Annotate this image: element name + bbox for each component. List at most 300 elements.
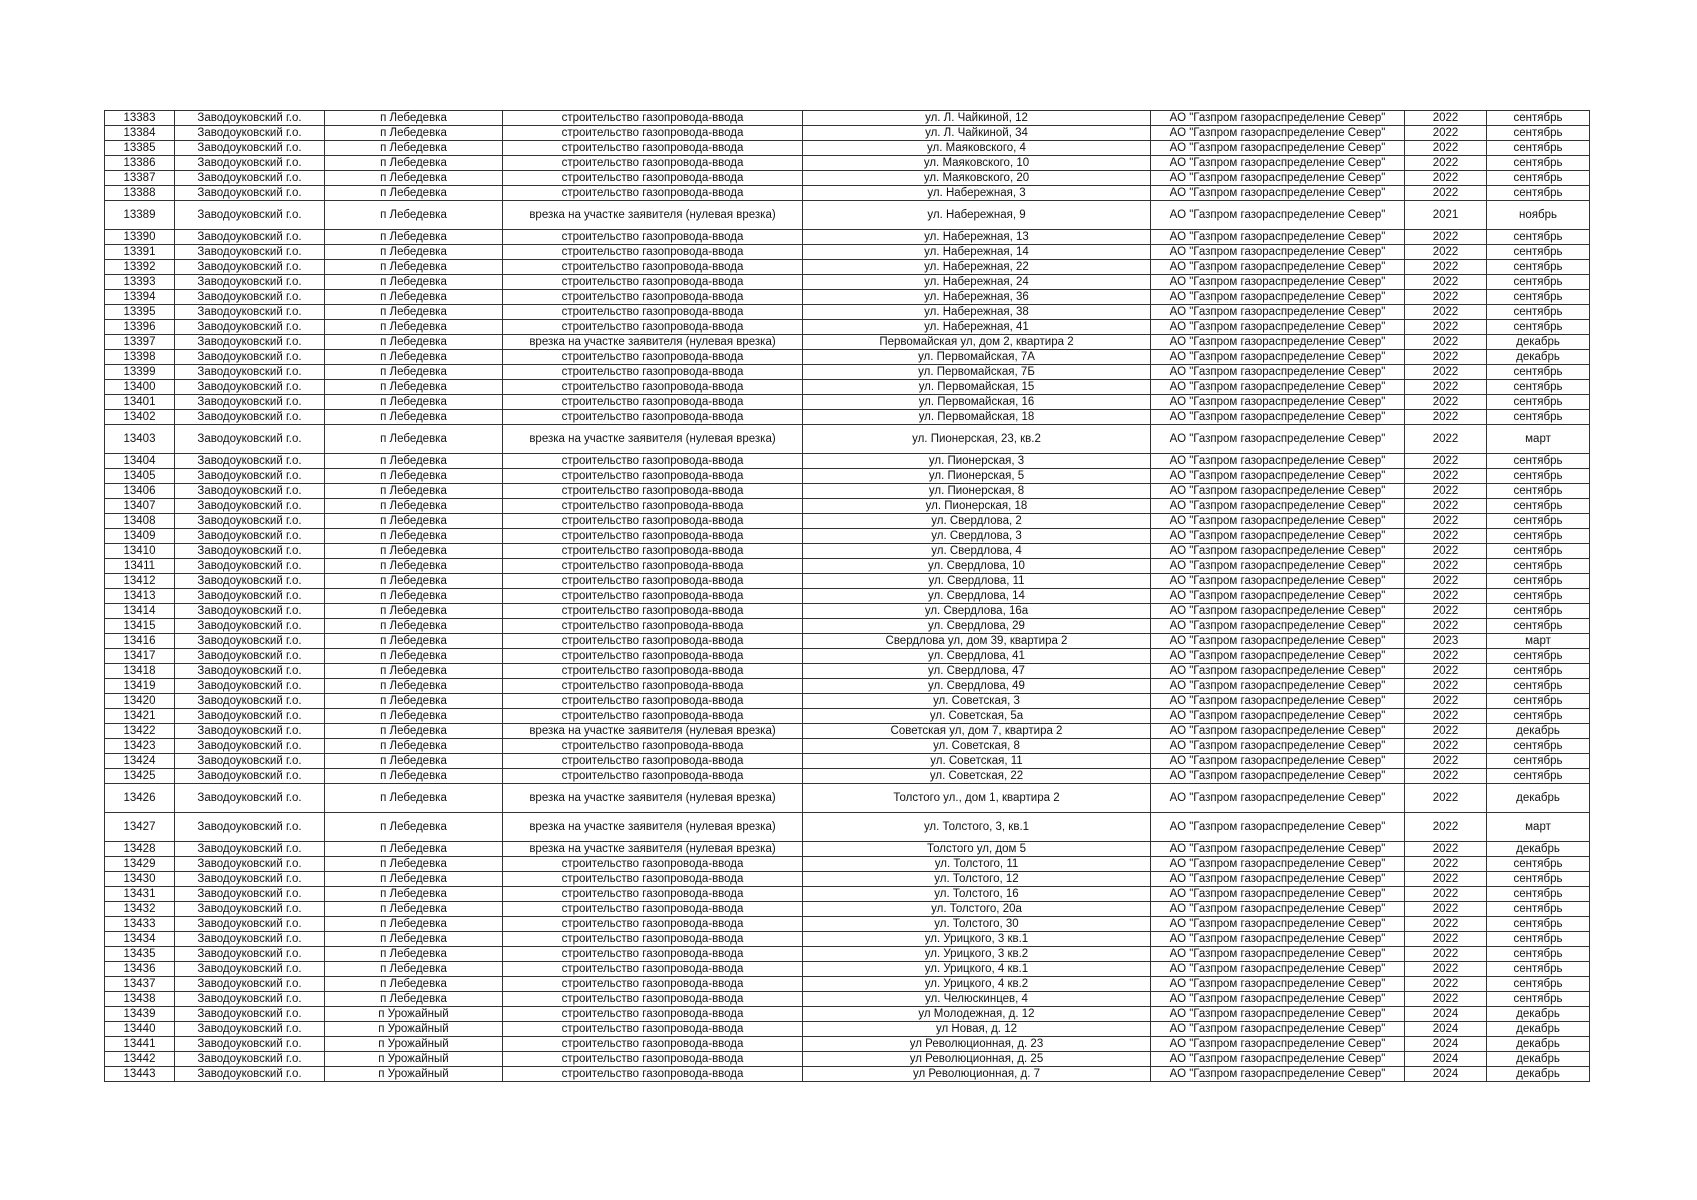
table-row — [105, 230, 1590, 245]
settlement-cell: п Лебедевка — [325, 275, 503, 290]
work-type-cell: врезка на участке заявителя (нулевая врезка) — [503, 813, 803, 842]
month-cell: сентябрь — [1487, 709, 1590, 724]
work-type-cell: строительство газопровода-ввода — [503, 872, 803, 887]
district-cell: Заводоуковский г.о. — [175, 619, 325, 634]
organization-cell: АО "Газпром газораспределение Север" — [1151, 350, 1405, 365]
work-type-cell: строительство газопровода-ввода — [503, 962, 803, 977]
organization-cell: АО "Газпром газораспределение Север" — [1151, 842, 1405, 857]
address-cell: ул. Пионерская, 23, кв.2 — [803, 425, 1151, 454]
settlement-cell: п Лебедевка — [325, 619, 503, 634]
year-cell: 2022 — [1405, 619, 1487, 634]
work-type-cell: строительство газопровода-ввода — [503, 454, 803, 469]
work-type-cell: строительство газопровода-ввода — [503, 230, 803, 245]
row-number-cell: 13414 — [105, 604, 175, 619]
table-row — [105, 245, 1590, 260]
address-cell: ул. Свердлова, 3 — [803, 529, 1151, 544]
address-cell: ул. Первомайская, 18 — [803, 410, 1151, 425]
address-cell: ул. Урицкого, 4 кв.2 — [803, 977, 1151, 992]
row-number-cell: 13424 — [105, 754, 175, 769]
year-cell: 2022 — [1405, 111, 1487, 126]
settlement-cell: п Лебедевка — [325, 529, 503, 544]
row-number-cell: 13437 — [105, 977, 175, 992]
row-number-cell: 13395 — [105, 305, 175, 320]
address-cell: ул. Первомайская, 16 — [803, 395, 1151, 410]
district-cell: Заводоуковский г.о. — [175, 739, 325, 754]
settlement-cell: п Лебедевка — [325, 380, 503, 395]
year-cell: 2022 — [1405, 784, 1487, 813]
year-cell: 2024 — [1405, 1037, 1487, 1052]
table-row — [105, 917, 1590, 932]
district-cell: Заводоуковский г.о. — [175, 245, 325, 260]
work-type-cell: строительство газопровода-ввода — [503, 917, 803, 932]
work-type-cell: строительство газопровода-ввода — [503, 275, 803, 290]
work-type-cell: строительство газопровода-ввода — [503, 514, 803, 529]
work-type-cell: строительство газопровода-ввода — [503, 320, 803, 335]
row-number-cell: 13413 — [105, 589, 175, 604]
year-cell: 2024 — [1405, 1067, 1487, 1082]
month-cell: декабрь — [1487, 784, 1590, 813]
organization-cell: АО "Газпром газораспределение Север" — [1151, 305, 1405, 320]
settlement-cell: п Лебедевка — [325, 992, 503, 1007]
row-number-cell: 13443 — [105, 1067, 175, 1082]
row-number-cell: 13428 — [105, 842, 175, 857]
month-cell: декабрь — [1487, 1037, 1590, 1052]
table-row — [105, 290, 1590, 305]
month-cell: сентябрь — [1487, 454, 1590, 469]
row-number-cell: 13402 — [105, 410, 175, 425]
address-cell: ул. Советская, 11 — [803, 754, 1151, 769]
year-cell: 2024 — [1405, 1007, 1487, 1022]
month-cell: сентябрь — [1487, 111, 1590, 126]
row-number-cell: 13397 — [105, 335, 175, 350]
settlement-cell: п Лебедевка — [325, 335, 503, 350]
district-cell: Заводоуковский г.о. — [175, 529, 325, 544]
district-cell: Заводоуковский г.о. — [175, 454, 325, 469]
district-cell: Заводоуковский г.о. — [175, 932, 325, 947]
settlement-cell: п Лебедевка — [325, 365, 503, 380]
work-type-cell: строительство газопровода-ввода — [503, 305, 803, 320]
table-row — [105, 574, 1590, 589]
organization-cell: АО "Газпром газораспределение Север" — [1151, 634, 1405, 649]
month-cell: сентябрь — [1487, 529, 1590, 544]
address-cell: ул. Толстого, 16 — [803, 887, 1151, 902]
month-cell: сентябрь — [1487, 902, 1590, 917]
table-row — [105, 111, 1590, 126]
work-type-cell: строительство газопровода-ввода — [503, 634, 803, 649]
address-cell: ул. Пионерская, 3 — [803, 454, 1151, 469]
month-cell: сентябрь — [1487, 141, 1590, 156]
organization-cell: АО "Газпром газораспределение Север" — [1151, 649, 1405, 664]
row-number-cell: 13393 — [105, 275, 175, 290]
year-cell: 2022 — [1405, 769, 1487, 784]
month-cell: сентябрь — [1487, 887, 1590, 902]
year-cell: 2022 — [1405, 724, 1487, 739]
address-cell: ул. Набережная, 9 — [803, 201, 1151, 230]
table-row — [105, 769, 1590, 784]
settlement-cell: п Лебедевка — [325, 514, 503, 529]
organization-cell: АО "Газпром газораспределение Север" — [1151, 589, 1405, 604]
settlement-cell: п Лебедевка — [325, 171, 503, 186]
organization-cell: АО "Газпром газораспределение Север" — [1151, 320, 1405, 335]
work-type-cell: строительство газопровода-ввода — [503, 679, 803, 694]
table-row — [105, 634, 1590, 649]
year-cell: 2022 — [1405, 245, 1487, 260]
year-cell: 2022 — [1405, 813, 1487, 842]
row-number-cell: 13406 — [105, 484, 175, 499]
table-row — [105, 335, 1590, 350]
table-row — [105, 842, 1590, 857]
organization-cell: АО "Газпром газораспределение Север" — [1151, 201, 1405, 230]
settlement-cell: п Лебедевка — [325, 499, 503, 514]
address-cell: ул. Толстого, 30 — [803, 917, 1151, 932]
work-type-cell: строительство газопровода-ввода — [503, 694, 803, 709]
settlement-cell: п Лебедевка — [325, 739, 503, 754]
row-number-cell: 13400 — [105, 380, 175, 395]
table-row — [105, 260, 1590, 275]
year-cell: 2022 — [1405, 544, 1487, 559]
year-cell: 2022 — [1405, 380, 1487, 395]
address-cell: ул. Набережная, 41 — [803, 320, 1151, 335]
settlement-cell: п Лебедевка — [325, 664, 503, 679]
address-cell: ул. Челюскинцев, 4 — [803, 992, 1151, 1007]
month-cell: сентябрь — [1487, 156, 1590, 171]
address-cell: ул. Свердлова, 49 — [803, 679, 1151, 694]
organization-cell: АО "Газпром газораспределение Север" — [1151, 724, 1405, 739]
month-cell: сентябрь — [1487, 932, 1590, 947]
settlement-cell: п Урожайный — [325, 1052, 503, 1067]
row-number-cell: 13399 — [105, 365, 175, 380]
month-cell: сентябрь — [1487, 574, 1590, 589]
table-row — [105, 514, 1590, 529]
organization-cell: АО "Газпром газораспределение Север" — [1151, 784, 1405, 813]
organization-cell: АО "Газпром газораспределение Север" — [1151, 529, 1405, 544]
organization-cell: АО "Газпром газораспределение Север" — [1151, 1052, 1405, 1067]
district-cell: Заводоуковский г.о. — [175, 126, 325, 141]
month-cell: сентябрь — [1487, 917, 1590, 932]
year-cell: 2022 — [1405, 754, 1487, 769]
work-type-cell: строительство газопровода-ввода — [503, 260, 803, 275]
year-cell: 2022 — [1405, 559, 1487, 574]
work-type-cell: строительство газопровода-ввода — [503, 947, 803, 962]
table-row — [105, 454, 1590, 469]
table-row — [105, 529, 1590, 544]
month-cell: декабрь — [1487, 1007, 1590, 1022]
table-row — [105, 977, 1590, 992]
work-type-cell: строительство газопровода-ввода — [503, 1067, 803, 1082]
month-cell: сентябрь — [1487, 290, 1590, 305]
district-cell: Заводоуковский г.о. — [175, 887, 325, 902]
table-row — [105, 156, 1590, 171]
row-number-cell: 13404 — [105, 454, 175, 469]
district-cell: Заводоуковский г.о. — [175, 1052, 325, 1067]
organization-cell: АО "Газпром газораспределение Север" — [1151, 932, 1405, 947]
organization-cell: АО "Газпром газораспределение Север" — [1151, 1067, 1405, 1082]
district-cell: Заводоуковский г.о. — [175, 156, 325, 171]
organization-cell: АО "Газпром газораспределение Север" — [1151, 275, 1405, 290]
table-row — [105, 932, 1590, 947]
work-type-cell: строительство газопровода-ввода — [503, 499, 803, 514]
address-cell: ул. Толстого, 11 — [803, 857, 1151, 872]
address-cell: ул. Первомайская, 7Б — [803, 365, 1151, 380]
year-cell: 2022 — [1405, 947, 1487, 962]
district-cell: Заводоуковский г.о. — [175, 784, 325, 813]
settlement-cell: п Лебедевка — [325, 544, 503, 559]
row-number-cell: 13396 — [105, 320, 175, 335]
settlement-cell: п Лебедевка — [325, 559, 503, 574]
address-cell: ул. Урицкого, 4 кв.1 — [803, 962, 1151, 977]
district-cell: Заводоуковский г.о. — [175, 544, 325, 559]
table-row — [105, 619, 1590, 634]
work-type-cell: строительство газопровода-ввода — [503, 469, 803, 484]
row-number-cell: 13433 — [105, 917, 175, 932]
organization-cell: АО "Газпром газораспределение Север" — [1151, 395, 1405, 410]
work-type-cell: строительство газопровода-ввода — [503, 977, 803, 992]
table-row — [105, 589, 1590, 604]
organization-cell: АО "Газпром газораспределение Север" — [1151, 559, 1405, 574]
table-row — [105, 559, 1590, 574]
settlement-cell: п Лебедевка — [325, 709, 503, 724]
table-row — [105, 679, 1590, 694]
settlement-cell: п Лебедевка — [325, 395, 503, 410]
address-cell: Первомайская ул, дом 2, квартира 2 — [803, 335, 1151, 350]
year-cell: 2022 — [1405, 230, 1487, 245]
year-cell: 2022 — [1405, 977, 1487, 992]
table-row — [105, 902, 1590, 917]
district-cell: Заводоуковский г.о. — [175, 1067, 325, 1082]
month-cell: сентябрь — [1487, 275, 1590, 290]
district-cell: Заводоуковский г.о. — [175, 469, 325, 484]
organization-cell: АО "Газпром газораспределение Север" — [1151, 872, 1405, 887]
row-number-cell: 13419 — [105, 679, 175, 694]
work-type-cell: строительство газопровода-ввода — [503, 350, 803, 365]
table-row — [105, 305, 1590, 320]
address-cell: ул. Маяковского, 10 — [803, 156, 1151, 171]
row-number-cell: 13442 — [105, 1052, 175, 1067]
district-cell: Заводоуковский г.о. — [175, 141, 325, 156]
settlement-cell: п Лебедевка — [325, 887, 503, 902]
month-cell: сентябрь — [1487, 769, 1590, 784]
district-cell: Заводоуковский г.о. — [175, 335, 325, 350]
organization-cell: АО "Газпром газораспределение Север" — [1151, 499, 1405, 514]
district-cell: Заводоуковский г.о. — [175, 962, 325, 977]
address-cell: ул. Урицкого, 3 кв.1 — [803, 932, 1151, 947]
work-type-cell: врезка на участке заявителя (нулевая врезка) — [503, 784, 803, 813]
row-number-cell: 13421 — [105, 709, 175, 724]
address-cell: ул. Первомайская, 7А — [803, 350, 1151, 365]
organization-cell: АО "Газпром газораспределение Север" — [1151, 917, 1405, 932]
row-number-cell: 13388 — [105, 186, 175, 201]
settlement-cell: п Лебедевка — [325, 201, 503, 230]
year-cell: 2022 — [1405, 320, 1487, 335]
row-number-cell: 13423 — [105, 739, 175, 754]
organization-cell: АО "Газпром газораспределение Север" — [1151, 619, 1405, 634]
row-number-cell: 13426 — [105, 784, 175, 813]
year-cell: 2022 — [1405, 126, 1487, 141]
district-cell: Заводоуковский г.о. — [175, 769, 325, 784]
year-cell: 2024 — [1405, 1052, 1487, 1067]
table-row — [105, 410, 1590, 425]
settlement-cell: п Урожайный — [325, 1067, 503, 1082]
table-row — [105, 887, 1590, 902]
year-cell: 2022 — [1405, 992, 1487, 1007]
row-number-cell: 13438 — [105, 992, 175, 1007]
table-row — [105, 962, 1590, 977]
month-cell: март — [1487, 813, 1590, 842]
district-cell: Заводоуковский г.о. — [175, 1037, 325, 1052]
row-number-cell: 13418 — [105, 664, 175, 679]
row-number-cell: 13427 — [105, 813, 175, 842]
organization-cell: АО "Газпром газораспределение Север" — [1151, 574, 1405, 589]
year-cell: 2022 — [1405, 709, 1487, 724]
row-number-cell: 13392 — [105, 260, 175, 275]
row-number-cell: 13441 — [105, 1037, 175, 1052]
address-cell: Толстого ул., дом 1, квартира 2 — [803, 784, 1151, 813]
month-cell: декабрь — [1487, 350, 1590, 365]
settlement-cell: п Лебедевка — [325, 813, 503, 842]
address-cell: ул. Набережная, 38 — [803, 305, 1151, 320]
address-cell: ул. Свердлова, 4 — [803, 544, 1151, 559]
work-type-cell: врезка на участке заявителя (нулевая врезка) — [503, 425, 803, 454]
gas-connection-table — [104, 110, 1590, 1082]
work-type-cell: строительство газопровода-ввода — [503, 739, 803, 754]
table-row — [105, 1037, 1590, 1052]
year-cell: 2022 — [1405, 589, 1487, 604]
address-cell: ул. Толстого, 3, кв.1 — [803, 813, 1151, 842]
district-cell: Заводоуковский г.о. — [175, 171, 325, 186]
table-row — [105, 171, 1590, 186]
address-cell: ул. Толстого, 20а — [803, 902, 1151, 917]
work-type-cell: строительство газопровода-ввода — [503, 111, 803, 126]
settlement-cell: п Лебедевка — [325, 230, 503, 245]
settlement-cell: п Лебедевка — [325, 305, 503, 320]
work-type-cell: врезка на участке заявителя (нулевая врезка) — [503, 842, 803, 857]
settlement-cell: п Лебедевка — [325, 186, 503, 201]
address-cell: ул. Свердлова, 29 — [803, 619, 1151, 634]
work-type-cell: строительство газопровода-ввода — [503, 649, 803, 664]
table-row — [105, 275, 1590, 290]
district-cell: Заводоуковский г.о. — [175, 365, 325, 380]
work-type-cell: строительство газопровода-ввода — [503, 365, 803, 380]
work-type-cell: строительство газопровода-ввода — [503, 709, 803, 724]
row-number-cell: 13432 — [105, 902, 175, 917]
work-type-cell: строительство газопровода-ввода — [503, 1022, 803, 1037]
organization-cell: АО "Газпром газораспределение Север" — [1151, 754, 1405, 769]
table-row — [105, 739, 1590, 754]
row-number-cell: 13386 — [105, 156, 175, 171]
organization-cell: АО "Газпром газораспределение Север" — [1151, 335, 1405, 350]
row-number-cell: 13429 — [105, 857, 175, 872]
month-cell: март — [1487, 634, 1590, 649]
table-row — [105, 1022, 1590, 1037]
month-cell: сентябрь — [1487, 410, 1590, 425]
month-cell: сентябрь — [1487, 320, 1590, 335]
year-cell: 2022 — [1405, 260, 1487, 275]
year-cell: 2022 — [1405, 902, 1487, 917]
organization-cell: АО "Газпром газораспределение Север" — [1151, 141, 1405, 156]
month-cell: сентябрь — [1487, 499, 1590, 514]
work-type-cell: строительство газопровода-ввода — [503, 664, 803, 679]
table-row — [105, 395, 1590, 410]
organization-cell: АО "Газпром газораспределение Север" — [1151, 544, 1405, 559]
table-row — [105, 947, 1590, 962]
organization-cell: АО "Газпром газораспределение Север" — [1151, 962, 1405, 977]
district-cell: Заводоуковский г.о. — [175, 260, 325, 275]
work-type-cell: строительство газопровода-ввода — [503, 410, 803, 425]
address-cell: ул. Советская, 22 — [803, 769, 1151, 784]
address-cell: ул. Пионерская, 8 — [803, 484, 1151, 499]
work-type-cell: строительство газопровода-ввода — [503, 380, 803, 395]
month-cell: сентябрь — [1487, 305, 1590, 320]
month-cell: сентябрь — [1487, 186, 1590, 201]
address-cell: ул. Свердлова, 11 — [803, 574, 1151, 589]
settlement-cell: п Лебедевка — [325, 260, 503, 275]
year-cell: 2022 — [1405, 887, 1487, 902]
settlement-cell: п Лебедевка — [325, 917, 503, 932]
month-cell: сентябрь — [1487, 857, 1590, 872]
address-cell: ул. Советская, 3 — [803, 694, 1151, 709]
row-number-cell: 13410 — [105, 544, 175, 559]
district-cell: Заводоуковский г.о. — [175, 977, 325, 992]
table-row — [105, 365, 1590, 380]
settlement-cell: п Лебедевка — [325, 454, 503, 469]
year-cell: 2022 — [1405, 395, 1487, 410]
year-cell: 2022 — [1405, 335, 1487, 350]
organization-cell: АО "Газпром газораспределение Север" — [1151, 469, 1405, 484]
work-type-cell: врезка на участке заявителя (нулевая врезка) — [503, 335, 803, 350]
settlement-cell: п Лебедевка — [325, 694, 503, 709]
settlement-cell: п Лебедевка — [325, 902, 503, 917]
table-row — [105, 604, 1590, 619]
work-type-cell: строительство газопровода-ввода — [503, 857, 803, 872]
work-type-cell: врезка на участке заявителя (нулевая врезка) — [503, 724, 803, 739]
organization-cell: АО "Газпром газораспределение Север" — [1151, 1007, 1405, 1022]
month-cell: декабрь — [1487, 1052, 1590, 1067]
settlement-cell: п Урожайный — [325, 1007, 503, 1022]
year-cell: 2022 — [1405, 186, 1487, 201]
organization-cell: АО "Газпром газораспределение Север" — [1151, 947, 1405, 962]
month-cell: сентябрь — [1487, 589, 1590, 604]
organization-cell: АО "Газпром газораспределение Север" — [1151, 245, 1405, 260]
district-cell: Заводоуковский г.о. — [175, 395, 325, 410]
work-type-cell: врезка на участке заявителя (нулевая врезка) — [503, 201, 803, 230]
year-cell: 2022 — [1405, 275, 1487, 290]
table-row — [105, 350, 1590, 365]
year-cell: 2022 — [1405, 290, 1487, 305]
year-cell: 2022 — [1405, 962, 1487, 977]
year-cell: 2022 — [1405, 664, 1487, 679]
year-cell: 2022 — [1405, 156, 1487, 171]
year-cell: 2022 — [1405, 425, 1487, 454]
year-cell: 2022 — [1405, 141, 1487, 156]
year-cell: 2022 — [1405, 574, 1487, 589]
table-row — [105, 872, 1590, 887]
settlement-cell: п Лебедевка — [325, 947, 503, 962]
year-cell: 2022 — [1405, 454, 1487, 469]
table-row — [105, 484, 1590, 499]
organization-cell: АО "Газпром газораспределение Север" — [1151, 694, 1405, 709]
address-cell: ул. Свердлова, 10 — [803, 559, 1151, 574]
organization-cell: АО "Газпром газораспределение Север" — [1151, 887, 1405, 902]
table-row — [105, 469, 1590, 484]
year-cell: 2022 — [1405, 365, 1487, 380]
row-number-cell: 13405 — [105, 469, 175, 484]
work-type-cell: строительство газопровода-ввода — [503, 754, 803, 769]
month-cell: сентябрь — [1487, 947, 1590, 962]
organization-cell: АО "Газпром газораспределение Север" — [1151, 857, 1405, 872]
month-cell: март — [1487, 425, 1590, 454]
settlement-cell: п Лебедевка — [325, 932, 503, 947]
row-number-cell: 13383 — [105, 111, 175, 126]
